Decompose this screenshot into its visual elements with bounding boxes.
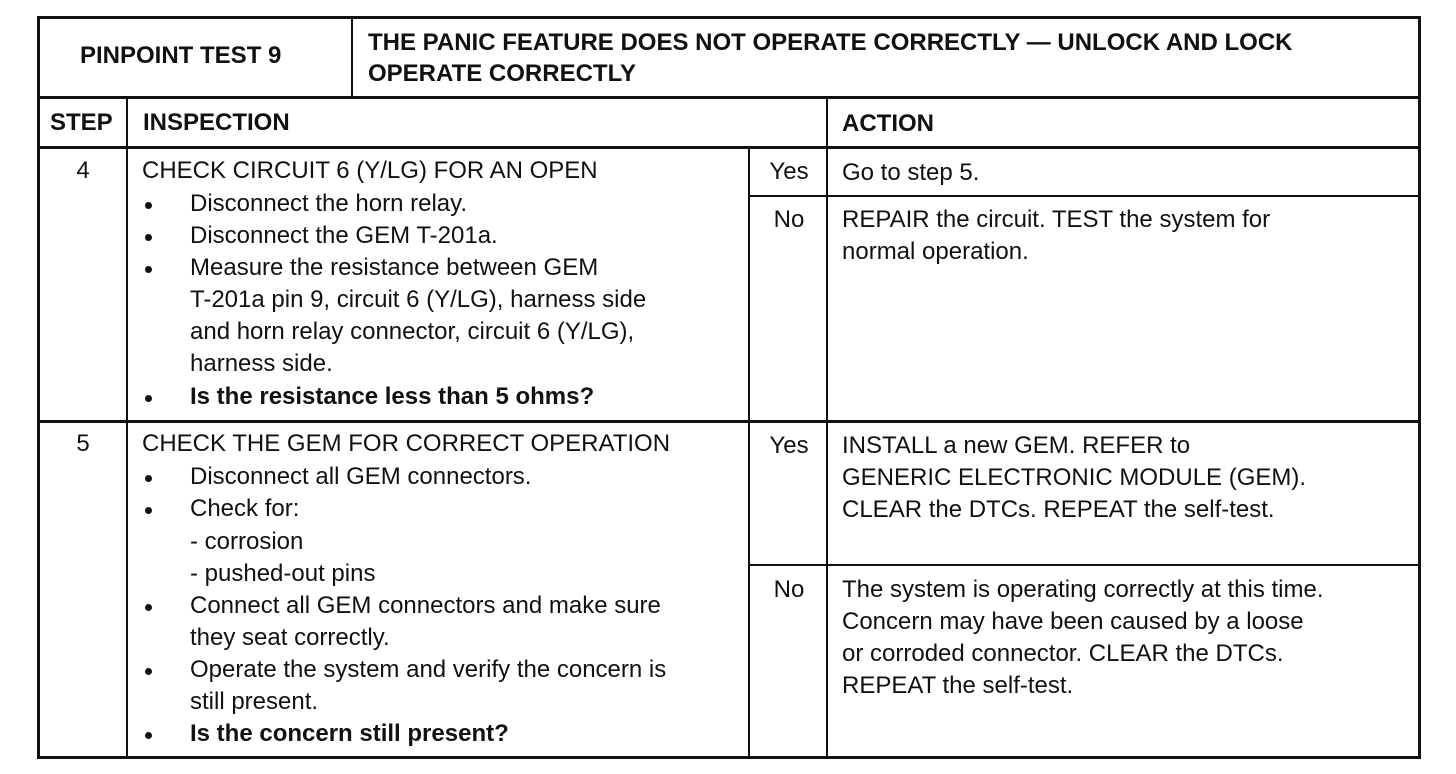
step5-item-3-line2: they seat correctly. (190, 624, 390, 651)
step4-bullet-1 (145, 202, 152, 209)
step4-item-3-line1: Measure the resistance between GEM (190, 254, 599, 281)
step4-bullet-2 (145, 234, 152, 241)
test-title-line2: OPERATE CORRECTLY (368, 60, 637, 87)
step4-item-3-line2: T-201a pin 9, circuit 6 (Y/LG), harness side (190, 286, 647, 313)
step5-item-4-line1: Operate the system and verify the concern is (190, 656, 667, 683)
step4-title: CHECK CIRCUIT 6 (Y/LG) FOR AN OPEN (142, 157, 598, 184)
step5-no-action-line3: or corroded connector. CLEAR the DTCs. (842, 640, 1284, 667)
step5-no-label: No (773, 576, 805, 603)
inspection-column-line (748, 146, 750, 759)
step4-yes-label: Yes (769, 158, 809, 185)
test-id: PINPOINT TEST 9 (80, 42, 282, 69)
step5-bullet-4 (145, 668, 152, 675)
step5-item-4-line2: still present. (190, 688, 319, 715)
step5-bullet-5 (145, 732, 152, 739)
step5-no-action-line2: Concern may have been caused by a loose (842, 608, 1304, 635)
test-title-line1: THE PANIC FEATURE DOES NOT OPERATE CORRECTLY — UNLOCK AND LOCK (368, 29, 1293, 56)
step4-no-label: No (773, 206, 805, 233)
step5-number: 5 (76, 430, 90, 457)
step-row-divider (37, 420, 1421, 423)
step-column-line (126, 96, 128, 759)
table-border-left (37, 16, 40, 759)
step4-bullet-4 (145, 395, 152, 402)
step5-yes-label: Yes (769, 432, 809, 459)
step5-subitem-1: - corrosion (190, 528, 304, 555)
step5-yes-action-line1: INSTALL a new GEM. REFER to (842, 432, 1191, 459)
table-border-top (37, 16, 1421, 19)
step5-item-2: Check for: (190, 495, 300, 522)
step4-item-1: Disconnect the horn relay. (190, 190, 468, 217)
step4-bullet-3 (145, 266, 152, 273)
columns-bottom-line (37, 146, 1421, 149)
step4-item-2: Disconnect the GEM T-201a. (190, 222, 498, 249)
step5-no-action-line4: REPEAT the self-test. (842, 672, 1074, 699)
step5-question: Is the concern still present? (190, 720, 509, 747)
step4-item-3-line4: harness side. (190, 350, 333, 377)
step5-bullet-2 (145, 507, 152, 514)
header-bottom-line (37, 96, 1421, 99)
step4-no-action-line2: normal operation. (842, 238, 1029, 265)
column-header-inspection: INSPECTION (143, 109, 290, 136)
step5-item-3-line1: Connect all GEM connectors and make sure (190, 592, 661, 619)
step5-yes-action-line2: GENERIC ELECTRONIC MODULE (GEM). (842, 464, 1307, 491)
step5-bullet-1 (145, 475, 152, 482)
step5-yes-no-line (748, 564, 1421, 566)
column-header-step: STEP (50, 109, 113, 136)
step5-item-1: Disconnect all GEM connectors. (190, 463, 532, 490)
step4-yes-no-line (748, 195, 1421, 197)
step5-yes-action-line3: CLEAR the DTCs. REPEAT the self-test. (842, 496, 1275, 523)
table-border-right (1418, 16, 1421, 759)
step4-no-action-line1: REPAIR the circuit. TEST the system for (842, 206, 1271, 233)
column-header-action: ACTION (842, 110, 934, 137)
step4-number: 4 (76, 157, 90, 184)
step5-subitem-2: - pushed-out pins (190, 560, 376, 587)
step4-yes-action: Go to step 5. (842, 159, 980, 186)
step5-title: CHECK THE GEM FOR CORRECT OPERATION (142, 430, 671, 457)
step4-question: Is the resistance less than 5 ohms? (190, 383, 595, 410)
step5-bullet-3 (145, 604, 152, 611)
step4-item-3-line3: and horn relay connector, circuit 6 (Y/LG), (190, 318, 635, 345)
header-divider (351, 16, 353, 98)
step5-no-action-line1: The system is operating correctly at this time. (842, 576, 1324, 603)
table-border-bottom (37, 756, 1421, 759)
